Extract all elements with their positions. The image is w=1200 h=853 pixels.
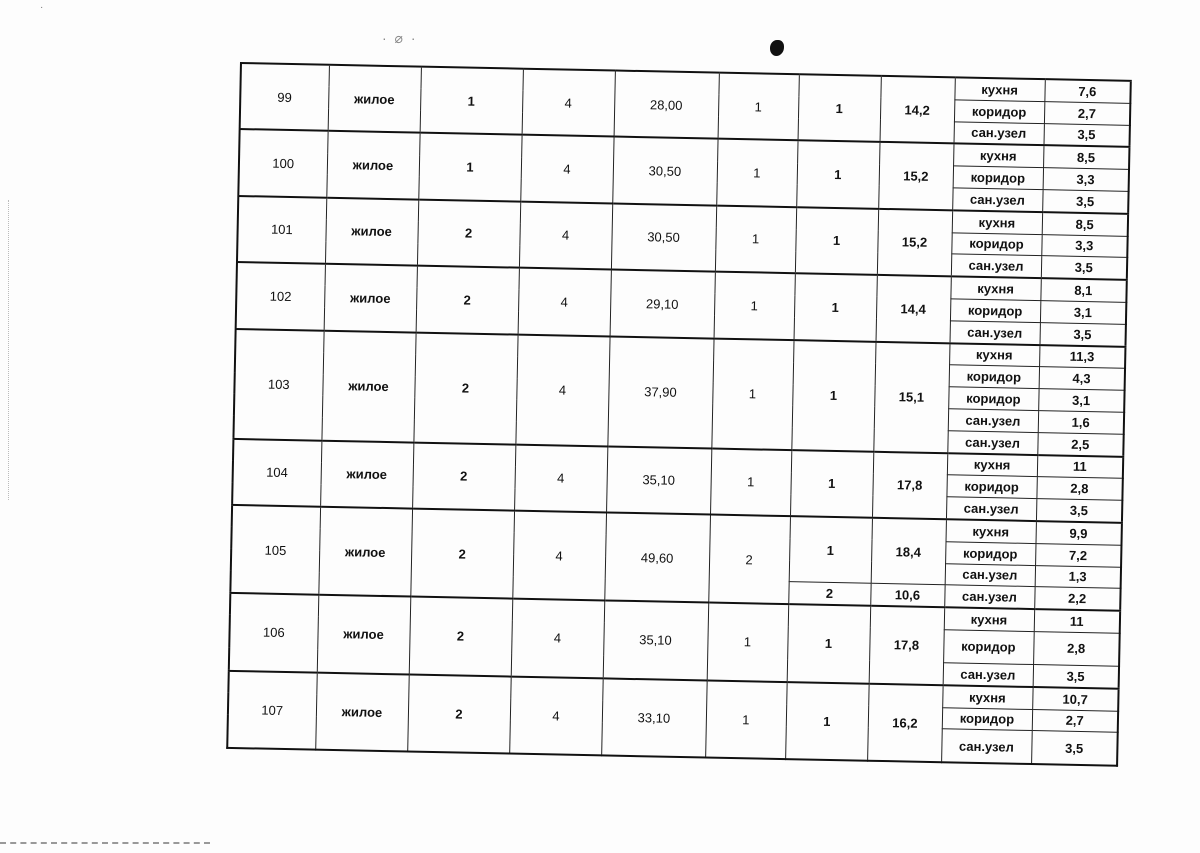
total-area: 49,60: [604, 512, 710, 602]
aux-room-area: 3,5: [1033, 664, 1119, 688]
living-rooms-count: 1: [714, 272, 795, 340]
aux-room-area: 3,5: [1042, 190, 1128, 214]
column-4-value: 4: [522, 69, 615, 137]
column-4-value: 4: [509, 676, 603, 755]
aux-room-name: сан.узел: [947, 431, 1037, 455]
premises-type: жилое: [325, 198, 418, 266]
scan-edge-dash: [0, 842, 210, 844]
column-4-value: 4: [520, 135, 613, 203]
aux-room-name: коридор: [945, 541, 1035, 565]
apartment-number: 100: [238, 129, 327, 197]
column-4-value: 4: [511, 599, 605, 678]
aux-room-area: 7,6: [1044, 79, 1130, 103]
living-room-area: 10,6: [870, 584, 944, 608]
aux-room-name: коридор: [950, 299, 1040, 323]
aux-room-name: кухня: [947, 453, 1037, 477]
aux-room-name: сан.узел: [950, 321, 1040, 345]
living-room-area: 16,2: [867, 683, 943, 762]
living-room-area: 14,4: [876, 275, 951, 343]
aux-room-name: коридор: [953, 166, 1043, 190]
aux-room-area: 3,1: [1040, 301, 1126, 325]
living-room-number: 1: [794, 273, 877, 341]
aux-room-name: коридор: [943, 630, 1034, 665]
aux-room-area: 3,5: [1031, 731, 1118, 766]
living-room-number: 1: [798, 74, 881, 142]
aux-room-area: 2,2: [1034, 587, 1120, 611]
aux-room-name: кухня: [944, 607, 1034, 631]
living-rooms-count: 1: [718, 73, 799, 141]
aux-room-name: кухня: [952, 210, 1042, 234]
aux-room-area: 2,8: [1036, 477, 1122, 501]
column-3-value: 1: [420, 67, 523, 135]
aux-room-name: кухня: [942, 685, 1032, 709]
apartment-number: 102: [236, 262, 325, 330]
aux-room-name: сан.узел: [952, 188, 1042, 212]
aux-room-area: 9,9: [1036, 521, 1122, 545]
aux-room-area: 8,1: [1040, 278, 1126, 302]
column-3-value: 2: [407, 674, 511, 754]
aux-room-area: 3,5: [1043, 123, 1129, 147]
aux-room-area: 11,3: [1039, 345, 1125, 369]
apartment-number: 105: [230, 505, 320, 595]
premises-type: жилое: [328, 65, 421, 133]
living-room-area: 18,4: [871, 518, 946, 585]
aux-room-name: коридор: [942, 707, 1032, 731]
premises-type: жилое: [318, 507, 412, 597]
premises-type: жилое: [315, 672, 409, 751]
total-area: 28,00: [614, 71, 719, 139]
column-3-value: 1: [418, 133, 521, 201]
living-rooms-count: 1: [716, 139, 797, 207]
column-4-value: 4: [514, 444, 607, 512]
aux-room-area: 7,2: [1035, 543, 1121, 567]
premises-type: жилое: [317, 595, 411, 674]
aux-room-area: 2,7: [1044, 101, 1130, 125]
premises-type: жилое: [326, 131, 419, 199]
apartment-row: [241, 63, 1131, 103]
living-room-number: 1: [791, 340, 875, 452]
aux-room-name: кухня: [949, 343, 1039, 367]
aux-room-name: сан.узел: [951, 254, 1041, 278]
aux-room-name: коридор: [949, 365, 1039, 389]
aux-room-name: сан.узел: [943, 663, 1033, 687]
apartment-table: [226, 62, 1132, 767]
aux-room-area: 3,5: [1041, 256, 1127, 280]
living-room-area: 15,1: [873, 341, 949, 452]
aux-room-area: 8,5: [1043, 146, 1129, 170]
living-room-number: 1: [796, 141, 879, 209]
living-room-area: 17,8: [872, 451, 947, 519]
living-room-area: 15,2: [878, 142, 953, 210]
aux-room-name: коридор: [954, 100, 1044, 124]
column-3-value: 2: [413, 332, 517, 444]
living-rooms-count: 1: [705, 680, 787, 759]
aux-room-name: сан.узел: [946, 497, 1036, 521]
living-room-number: 1: [790, 450, 873, 518]
column-3-value: 2: [409, 597, 513, 677]
apartment-number: 107: [227, 671, 317, 750]
column-3-value: 2: [416, 266, 519, 334]
aux-room-name: сан.узел: [948, 409, 1038, 433]
aux-room-name: кухня: [950, 276, 1040, 300]
total-area: 37,90: [607, 336, 713, 448]
aux-room-name: кухня: [954, 77, 1044, 101]
column-4-value: 4: [515, 334, 609, 446]
aux-room-name: кухня: [953, 144, 1043, 168]
living-room-number: 2: [788, 582, 870, 606]
living-room-area: 14,2: [880, 76, 955, 144]
column-4-value: 4: [519, 201, 612, 269]
living-rooms-count: 2: [708, 514, 790, 604]
aux-room-name: коридор: [948, 387, 1038, 411]
premises-type: жилое: [324, 264, 417, 332]
living-room-area: 15,2: [877, 209, 952, 277]
total-area: 29,10: [610, 270, 715, 338]
aux-room-name: сан.узел: [941, 729, 1032, 764]
aux-room-area: 2,5: [1037, 432, 1123, 456]
living-room-area: 17,8: [869, 606, 945, 685]
aux-room-area: 1,6: [1038, 411, 1124, 435]
premises-type: жилое: [320, 440, 413, 508]
living-rooms-count: 1: [707, 603, 789, 682]
aux-room-area: 11: [1037, 455, 1123, 479]
living-room-number: 1: [787, 604, 871, 683]
total-area: 30,50: [611, 203, 716, 271]
premises-type: жилое: [321, 330, 415, 442]
ink-blot: [770, 40, 784, 56]
scan-speck: ·: [40, 2, 44, 13]
living-rooms-count: 1: [715, 205, 796, 273]
aux-room-name: кухня: [946, 519, 1036, 543]
apartment-number: 99: [240, 63, 329, 131]
living-room-number: 1: [785, 682, 869, 761]
aux-room-area: 2,7: [1032, 709, 1118, 733]
living-room-number: 1: [795, 207, 878, 275]
apartment-number: 103: [233, 329, 323, 441]
apartment-number: 106: [229, 593, 319, 672]
apartment-table-body: [227, 63, 1131, 766]
column-3-value: 2: [410, 508, 514, 598]
living-rooms-count: 1: [710, 448, 791, 516]
column-3-value: 2: [417, 199, 520, 267]
total-area: 30,50: [612, 137, 717, 205]
aux-room-area: 3,5: [1039, 322, 1125, 346]
total-area: 35,10: [606, 446, 711, 514]
aux-room-area: 2,8: [1033, 631, 1120, 666]
living-rooms-count: 1: [711, 338, 793, 450]
total-area: 35,10: [603, 601, 709, 681]
aux-room-area: 1,3: [1035, 565, 1121, 589]
aux-room-name: сан.узел: [954, 121, 1044, 145]
aux-room-area: 3,1: [1038, 389, 1124, 413]
aux-room-area: 4,3: [1039, 367, 1125, 391]
aux-room-name: сан.узел: [944, 585, 1034, 609]
aux-room-area: 3,3: [1043, 168, 1129, 192]
apartment-number: 104: [232, 438, 321, 506]
aux-room-name: коридор: [946, 475, 1036, 499]
aux-room-area: 10,7: [1032, 687, 1118, 711]
scan-edge-dots: [8, 200, 11, 500]
scan-smudge: · ⌀ ·: [382, 30, 418, 46]
column-3-value: 2: [412, 442, 515, 510]
total-area: 33,10: [601, 678, 707, 758]
aux-room-name: сан.узел: [945, 563, 1035, 587]
apartment-table-wrapper: [226, 62, 1132, 767]
aux-room-area: 11: [1034, 609, 1120, 633]
aux-room-area: 8,5: [1042, 212, 1128, 236]
aux-room-area: 3,5: [1036, 499, 1122, 523]
aux-room-name: коридор: [951, 232, 1041, 256]
apartment-number: 101: [237, 196, 326, 264]
column-4-value: 4: [518, 268, 611, 336]
living-room-number: 1: [789, 516, 872, 584]
aux-room-area: 3,3: [1041, 234, 1127, 258]
column-4-value: 4: [512, 511, 606, 601]
